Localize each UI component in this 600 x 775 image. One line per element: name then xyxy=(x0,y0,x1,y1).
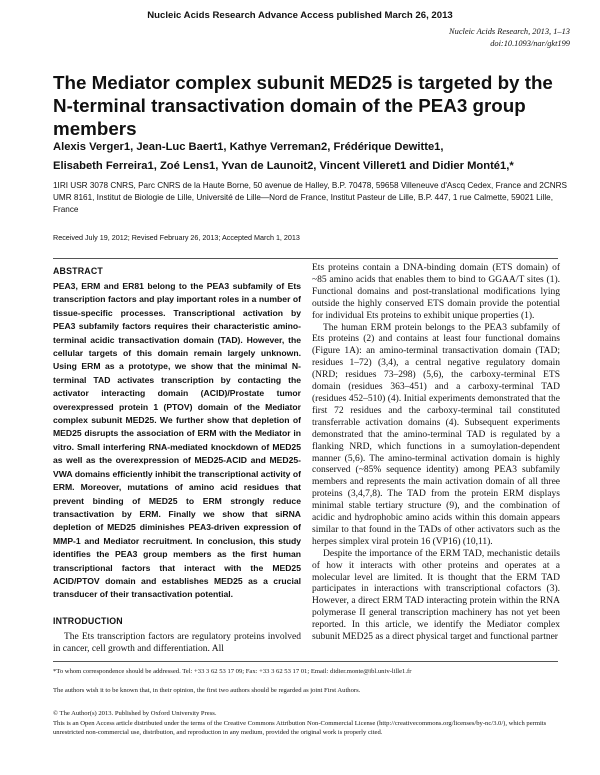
license-text: This is an Open Access article distributed under the terms of the Creative Commons Attribution Non-Commercial License (http://creativecommons.org/licenses/by-nc/3.0/), which permits unrestricted non-commercial use, distribution, and reproduction in any medium, provided the original work is properly cited. xyxy=(53,720,547,737)
abstract-text: PEA3, ERM and ER81 belong to the PEA3 subfamily of Ets transcription factors and play important roles in a number of tissue-specific processes. Transcriptional activation by PEA3 subfamily factors requires their characteristic amino-terminal acidic transactivation domain (TAD). However, the cellular targets of this domain remain largely unknown. Using ERM as a prototype, we show that the minimal N-terminal TAD activates transcription by contacting the activator interacting domain (ACID)/Prostate tumor overexpressed protein 1 (PTOV) domain of the Mediator complex subunit MED25. We further show that depletion of MED25 disrupts the association of ERM with the Mediator in vitro. Small interfering RNA-mediated knockdown of MED25 as well as the overexpression of MED25-ACID and MED25-VWA domains efficiently inhibit the transcriptional activity of ERM. Moreover, mutations of amino acid residues that prevent binding of MED25 to ERM strongly reduce transactivation by ERM. Finally we show that siRNA depletion of MED25 diminishes PEA3-driven expression of MMP-1 and Mediator recruitment. In conclusion, this study identifies the PEA3 group members as the first human transcriptional factors that interact with the MED25 ACID/PTOV domain and establishes MED25 as a crucial transducer of their transactivation potential. xyxy=(53,281,301,600)
right-column xyxy=(312,263,560,644)
journal-citation: Nucleic Acids Research, 2013, 1–13 xyxy=(449,27,570,36)
body-paragraph: The human ERM protein belongs to the PEA3 subfamily of Ets proteins (2) and contains at least four functional domains (Figure 1A): an amino-terminal transactivation domain (TAD; residues 1–72) (3,4), a central negative regulatory domain (NRD; residues 73–298) (5,6), the carboxy-terminal ETS domain (residues 363–451) and a carboxy-terminal TAD (residues 452–510) (4). Initial experiments demonstrated that the first 72 residues and the carboxy-terminal tail constituted transferrable activation domains (4). Subsequent experiments demonstrated that the amino-terminal TAD is regulated by a flanking NRD, which functions in a sumoylation-dependent manner (5,6). The amino-terminal activation domain is highly conserved (~85% sequence identity) among PEA3 subfamily members and represents the main activation domain of all three proteins (3,4,7,8). The TAD from the protein ERM displays minimal stable tertiary structure (9), and the combination of acidic and hydrophobic amino acids within this domain appears similar to that found in the TADs of other activators such as the herpes simplex viral protein 16 (VP16) (10,11). xyxy=(312,322,560,547)
correspondence-note: *To whom correspondence should be addressed. Tel: +33 3 62 53 17 09; Fax: +33 3 62 53 17 01; Email: didier.monte@ibl.univ-lille1.fr xyxy=(53,668,412,675)
article-title: The Mediator complex subunit MED25 is targeted by the N-terminal transactivation domain of the PEA3 group members xyxy=(53,72,553,139)
joint-authors-note: The authors wish it to be known that, in their opinion, the first two authors should be regarded as joint First Authors. xyxy=(53,687,361,694)
journal-info xyxy=(449,26,570,50)
divider xyxy=(53,258,558,259)
abstract-heading: ABSTRACT xyxy=(53,266,103,276)
introduction-heading: INTRODUCTION xyxy=(53,615,123,626)
left-column xyxy=(53,266,301,656)
introduction-paragraph: The Ets transcription factors are regulatory proteins involved in cancer, cell growth and differentiation. All xyxy=(53,631,301,654)
body-paragraph: Despite the importance of the ERM TAD, mechanistic details of how it interacts with other proteins and operates at a molecular level are limited. It is thought that the ERM TAD participates in interactions with transcriptional cofactors (3). However, a direct ERM TAD interacting protein within the RNA polymerase II general transcription machinery has not yet been reported. In this article, we identify the Mediator complex subunit MED25 as a direct physical target and functional partner xyxy=(312,548,560,643)
advance-access-banner: Nucleic Acids Research Advance Access published March 26, 2013 xyxy=(147,10,453,21)
footnote-divider xyxy=(53,661,558,662)
author-line: Elisabeth Ferreira1, Zoé Lens1, Yvan de Launoit2, Vincent Villeret1 and Didier Monté1,* xyxy=(53,160,514,172)
author-line: Alexis Verger1, Jean-Luc Baert1, Kathye Verreman2, Frédérique Dewitte1, xyxy=(53,141,444,153)
doi[interactable]: doi:10.1093/nar/gkt199 xyxy=(490,39,570,48)
copyright-line: © The Author(s) 2013. Published by Oxford University Press. xyxy=(53,710,217,717)
affiliations: 1IRI USR 3078 CNRS, Parc CNRS de la Haute Borne, 50 avenue de Halley, B.P. 70478, 59658 Villeneuve d'Ascq Cedex, France and 2CNRS UMR 8161, Institut de Biologie de Lille, Université de Lille—Nord de France, Institut Pasteur de Lille, B.P. 447, 1 rue Calmette, 59021 Lille, France xyxy=(53,181,568,214)
author-list xyxy=(53,138,573,176)
body-paragraph: Ets proteins contain a DNA-binding domain (ETS domain) of ~85 amino acids that enables them to bind to GGAA/T sites (1). Functional domains and post-translational modifications lying outside the highly conserved ETS domain provide the potential for individual Ets proteins to exhibit unique properties (1). xyxy=(312,263,560,321)
received-dates: Received July 19, 2012; Revised February 26, 2013; Accepted March 1, 2013 xyxy=(53,233,300,242)
